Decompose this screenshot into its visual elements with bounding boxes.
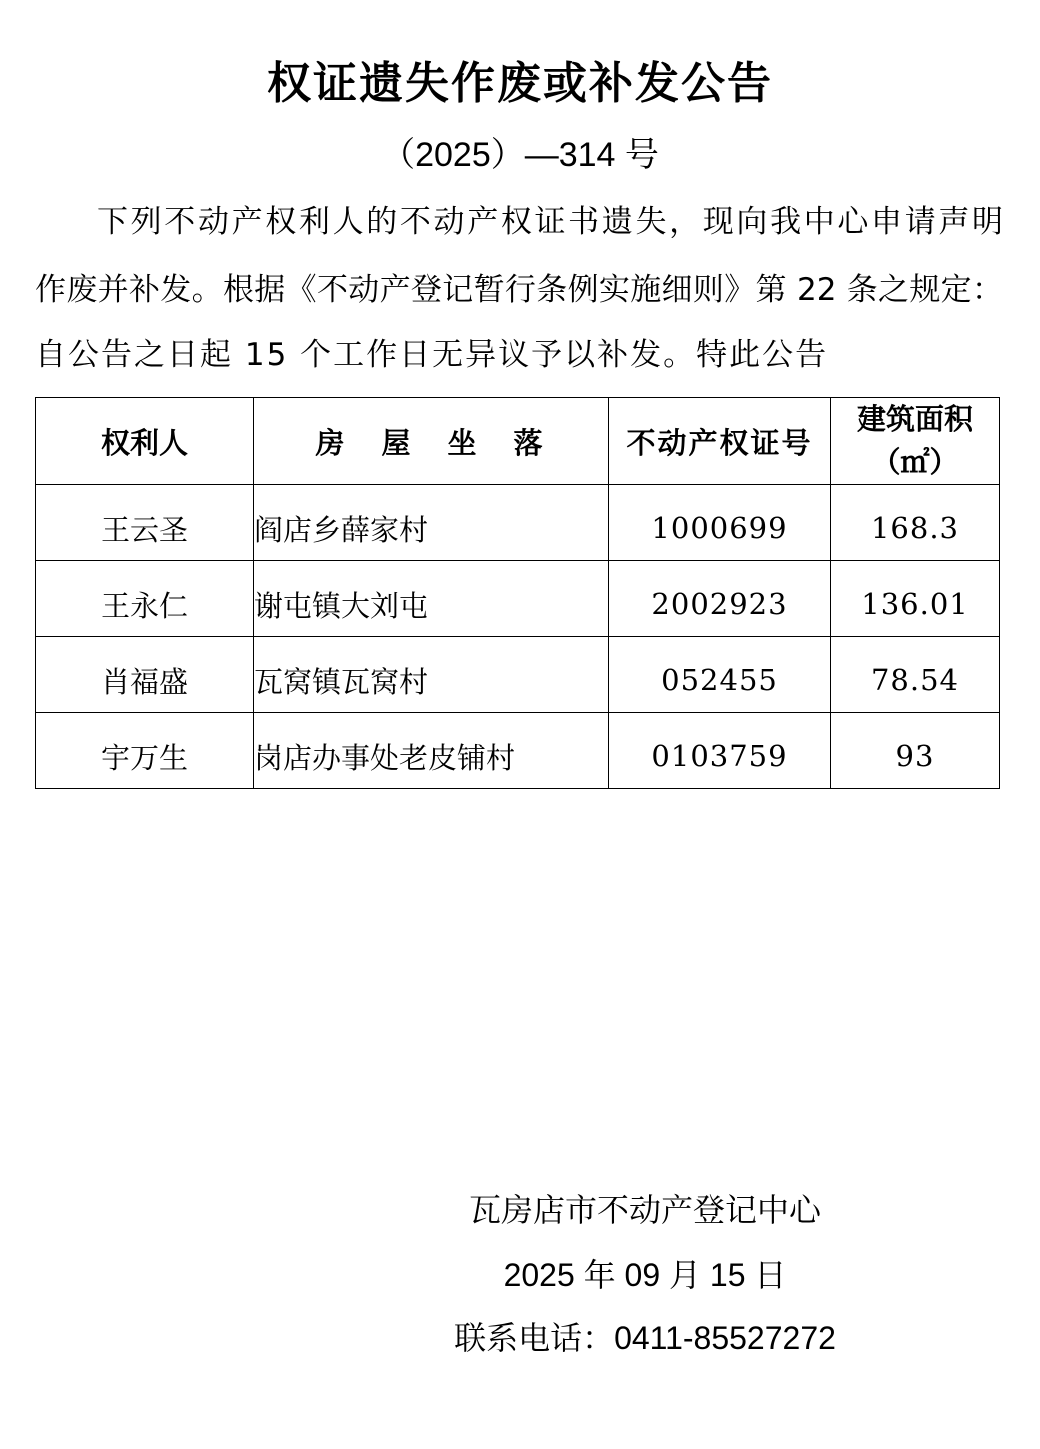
header-owner: 权利人 — [36, 398, 254, 485]
header-location: 房 屋 坐 落 — [254, 398, 609, 485]
body-line: 作废并补发。根据《不动产登记暂行条例实施细则》第 22 条之规定： — [35, 272, 1003, 308]
owner-cell: 宇万生 — [36, 713, 254, 789]
header-cert-no: 不动产权证号 — [609, 398, 831, 485]
owner-cell: 王永仁 — [36, 561, 254, 637]
lost-certificate-table — [35, 397, 1000, 789]
header-area-label: 建筑面积 — [856, 402, 973, 436]
notice-title: 权证遗失作废或补发公告 — [267, 58, 773, 109]
area-cell: 136.01 — [831, 561, 1000, 637]
owner-cell: 王云圣 — [36, 485, 254, 561]
cert-no-cell: 0103759 — [609, 713, 831, 789]
cert-no-cell: 2002923 — [609, 561, 831, 637]
body-line: 自公告之日起 15 个工作日无异议予以补发。特此公告 — [35, 337, 829, 373]
location-cell: 瓦窝镇瓦窝村 — [254, 637, 609, 713]
body-line: 下列不动产权利人的不动产权证书遗失，现向我中心申请声明 — [97, 204, 1003, 240]
cert-no-cell: 1000699 — [609, 485, 831, 561]
table-row — [36, 561, 1000, 637]
area-cell: 168.3 — [831, 485, 1000, 561]
table-row — [36, 637, 1000, 713]
header-area-unit: （㎡） — [871, 445, 959, 479]
table-header-row — [36, 398, 1000, 485]
issue-date: 2025 年 09 月 15 日 — [503, 1257, 787, 1293]
contact-phone: 联系电话：0411-85527272 — [454, 1320, 836, 1356]
table-row — [36, 485, 1000, 561]
header-area — [831, 398, 1000, 485]
area-cell: 78.54 — [831, 637, 1000, 713]
table-row — [36, 713, 1000, 789]
location-cell: 阎店乡薛家村 — [254, 485, 609, 561]
issuer-name: 瓦房店市不动产登记中心 — [468, 1192, 821, 1228]
area-cell: 93 — [831, 713, 1000, 789]
notice-number: （2025）—314 号 — [381, 136, 659, 174]
cert-no-cell: 052455 — [609, 637, 831, 713]
location-cell: 岗店办事处老皮铺村 — [254, 713, 609, 789]
location-cell: 谢屯镇大刘屯 — [254, 561, 609, 637]
owner-cell: 肖福盛 — [36, 637, 254, 713]
